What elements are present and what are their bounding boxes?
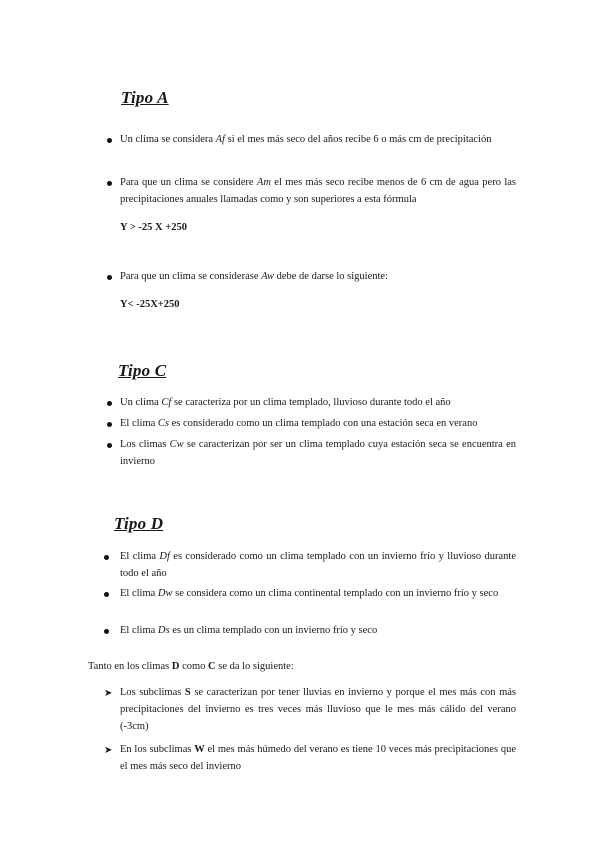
bullet-icon	[107, 422, 112, 427]
tipo-a-item-1: Un clima se considera Af si el mes más seco del años recibe 6 o más cm de precipitación	[120, 134, 492, 145]
formula-2: Y< -25X+250	[120, 299, 180, 310]
tipo-d-heading: Tipo D	[114, 514, 164, 533]
bullet-icon	[104, 592, 109, 597]
bullet-icon	[107, 401, 112, 406]
bullet-icon	[104, 555, 109, 560]
tipo-c-item-3: Los climas Cw se caracterizan por ser un clima templado cuya estación seca se encuentra en invierno	[120, 439, 516, 467]
tipo-d-item-1: El clima Df es considerado como un clima templado con un invierno frío y lluvioso durante todo el año	[120, 551, 516, 579]
tipo-c-item-2: El clima Cs es considerado como un clima templado con una estación seca en verano	[120, 418, 478, 429]
shared-intro: Tanto en los climas D como C se da lo siguiente:	[88, 661, 294, 672]
tipo-a-item-3: Para que un clima se considerase Aw debe de darse lo siguiente:	[120, 271, 388, 282]
tipo-a-heading: Tipo A	[121, 88, 169, 107]
tipo-c-heading: Tipo C	[118, 361, 167, 380]
bullet-icon	[104, 629, 109, 634]
shared-item-2: En los subclimas W el mes más húmedo del verano es tiene 10 veces más precipitaciones que el mes más seco del invierno	[120, 744, 516, 772]
arrow-bullet-icon: ➤	[104, 745, 113, 756]
bullet-icon	[107, 181, 112, 186]
tipo-c-item-1: Un clima Cf se caracteriza por un clima templado, lluvioso durante todo el año	[120, 397, 451, 408]
bullet-icon	[107, 443, 112, 448]
tipo-d-item-2: El clima Dw se considera como un clima continental templado con un invierno frío y seco	[120, 588, 499, 599]
tipo-d-item-3: El clima Ds es un clima templado con un invierno frío y seco	[120, 625, 378, 636]
tipo-a-item-2: Para que un clima se considere Am el mes más seco recibe menos de 6 cm de agua pero las precipitaciones anuales llamadas como y son superiores a esta fórmula	[120, 177, 516, 205]
arrow-bullet-icon: ➤	[104, 688, 113, 699]
shared-item-1: Los subclimas S se caracterizan por tener lluvias en invierno y porque el mes más con más precipitaciones del invierno es tres veces más lluvioso que le mes más cálido del verano (-3cm)	[120, 687, 517, 732]
formula-1: Y > -25 X +250	[120, 222, 187, 233]
bullet-icon	[107, 275, 112, 280]
bullet-icon	[107, 138, 112, 143]
